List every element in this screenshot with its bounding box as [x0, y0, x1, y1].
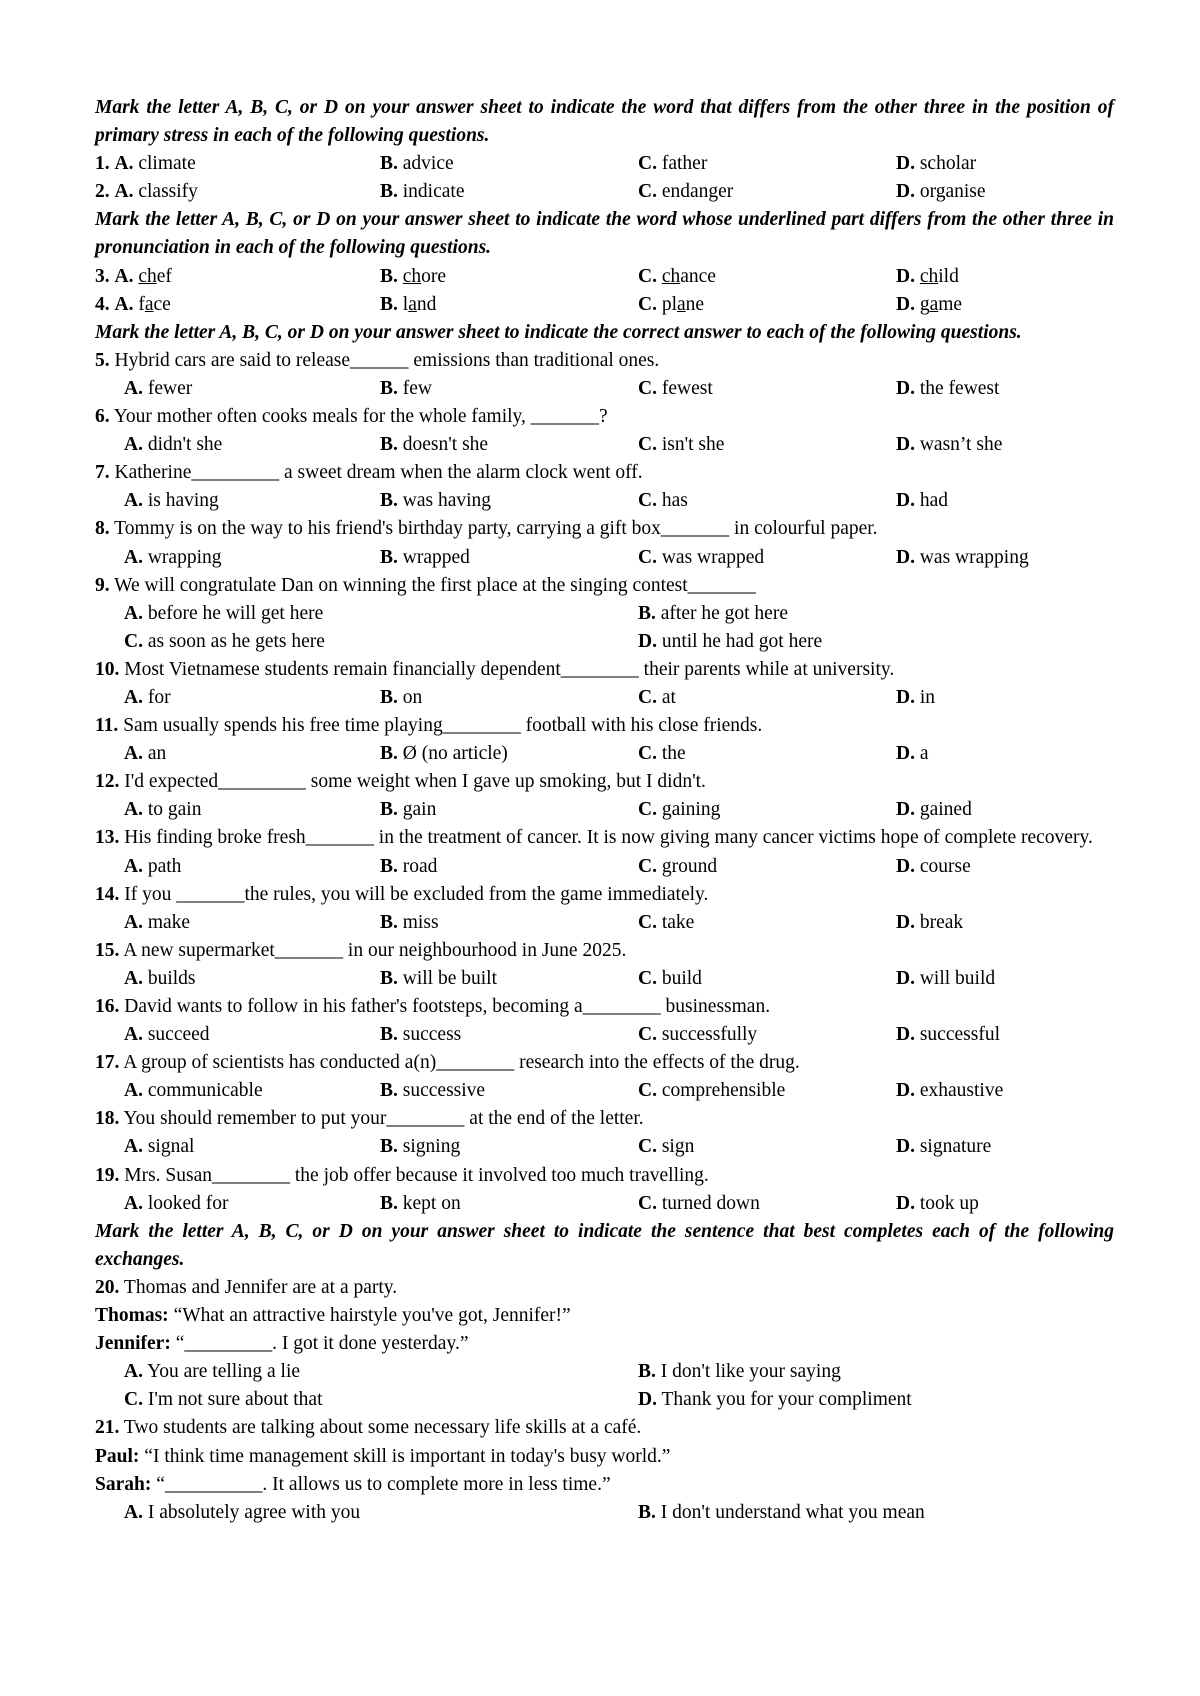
question-16-stem: 16. David wants to follow in his father's footsteps, becoming a________ businessman. [95, 996, 771, 1017]
question-8-options: A. wrapping B. wrapped C. was wrapped D. was wrapping [124, 546, 1029, 568]
question-2: 2. A. classify B. indicate C. endanger D. organise [95, 181, 986, 203]
question-5-stem: 5. Hybrid cars are said to release______ emissions than traditional ones. [95, 349, 660, 371]
question-14-options: A. make B. miss C. take D. break [124, 911, 964, 933]
question-16-options: A. succeed B. success C. successfully D. successful [124, 1024, 1000, 1046]
question-20-line-1: Thomas: “What an attractive hairstyle you've got, Jennifer!” [95, 1305, 571, 1327]
question-9-options-cd: C. as soon as he gets here D. until he had got here [124, 630, 823, 652]
question-10-stem: 10. Most Vietnamese students remain financially dependent________ their parents while at university. [95, 658, 895, 680]
question-8-stem: 8. Tommy is on the way to his friend's birthday party, carrying a gift box_______ in colourful paper. [95, 518, 878, 540]
question-12-stem: 12. I'd expected_________ some weight when I gave up smoking, but I didn't. [95, 771, 706, 793]
question-17-stem: 17. A group of scientists has conducted a(n)________ research into the effects of the drug. [95, 1052, 800, 1074]
question-4: 4. A. face B. land C. plane D. game [95, 293, 963, 315]
question-20-line-2: Jennifer: “_________. I got it done yesterday.” [95, 1333, 469, 1355]
question-15-options: A. builds B. will be built C. build D. will build [124, 967, 996, 989]
question-20-options-cd: C. I'm not sure about that D. Thank you for your compliment [124, 1389, 912, 1411]
question-18-stem: 18. You should remember to put your________ at the end of the letter. [95, 1108, 644, 1130]
question-21-line-2: Sarah: “__________. It allows us to complete more in less time.” [95, 1473, 611, 1495]
question-18-options: A. signal B. signing C. sign D. signature [124, 1136, 992, 1158]
question-6-stem: 6. Your mother often cooks meals for the whole family, _______? [95, 406, 608, 428]
question-12-options: A. to gain B. gain C. gaining D. gained [124, 799, 972, 821]
question-21-options-ab: A. I absolutely agree with you B. I don't understand what you mean [124, 1501, 925, 1523]
question-20-options-ab: A. You are telling a lie B. I don't like your saying [124, 1361, 841, 1383]
question-14-stem: 14. If you _______the rules, you will be excluded from the game immediately. [95, 883, 709, 905]
question-21-line-1: Paul: “I think time management skill is important in today's busy world.” [95, 1445, 671, 1467]
question-17-options: A. communicable B. successive C. comprehensible D. exhaustive [124, 1080, 1004, 1102]
question-20-stem: 20. Thomas and Jennifer are at a party. [95, 1276, 398, 1298]
grammar-instruction: Mark the letter A, B, C, or D on your answer sheet to indicate the correct answer to each of the following questions. [95, 321, 1022, 343]
question-13-options: A. path B. road C. ground D. course [124, 855, 971, 877]
question-9-options-ab: A. before he will get here B. after he got here [124, 602, 788, 624]
question-7-options: A. is having B. was having C. has D. had [124, 490, 948, 512]
question-10-options: A. for B. on C. at D. in [124, 686, 936, 708]
question-19-stem: 19. Mrs. Susan________ the job offer because it involved too much travelling. [95, 1164, 709, 1186]
question-11-stem: 11. Sam usually spends his free time playing________ football with his close friends. [95, 715, 763, 737]
question-5-options: A. fewer B. few C. fewest D. the fewest [124, 377, 1000, 399]
question-1: 1. A. climate B. advice C. father D. scholar [95, 153, 977, 175]
exchange-instruction: Mark the letter A, B, C, or D on your answer sheet to indicate the sentence that best completes each of the following exchanges. [95, 1220, 1114, 1270]
question-7-stem: 7. Katherine_________ a sweet dream when the alarm clock went off. [95, 462, 643, 484]
stress-instruction: Mark the letter A, B, C, or D on your answer sheet to indicate the word that differs from the other three in the position of primary stress in each of the following questions. [95, 97, 1114, 147]
question-13-stem: 13. His finding broke fresh_______ in the treatment of cancer. It is now giving many cancer victims hope of complete recovery. [95, 827, 1093, 849]
question-6-options: A. didn't she B. doesn't she C. isn't she D. wasn’t she [124, 434, 1003, 456]
pronunciation-instruction: Mark the letter A, B, C, or D on your answer sheet to indicate the word whose underlined part differs from the other three in pronunciation in each of the following questions. [95, 209, 1114, 259]
question-9-stem: 9. We will congratulate Dan on winning the first place at the singing contest_______ [95, 574, 756, 596]
question-15-stem: 15. A new supermarket_______ in our neighbourhood in June 2025. [95, 939, 627, 961]
question-3: 3. A. chef B. chore C. chance D. child [95, 265, 959, 287]
question-19-options: A. looked for B. kept on C. turned down D. took up [124, 1192, 979, 1214]
question-11-options: A. an B. Ø (no article) C. the D. a [124, 743, 929, 765]
question-21-stem: 21. Two students are talking about some necessary life skills at a café. [95, 1417, 642, 1439]
